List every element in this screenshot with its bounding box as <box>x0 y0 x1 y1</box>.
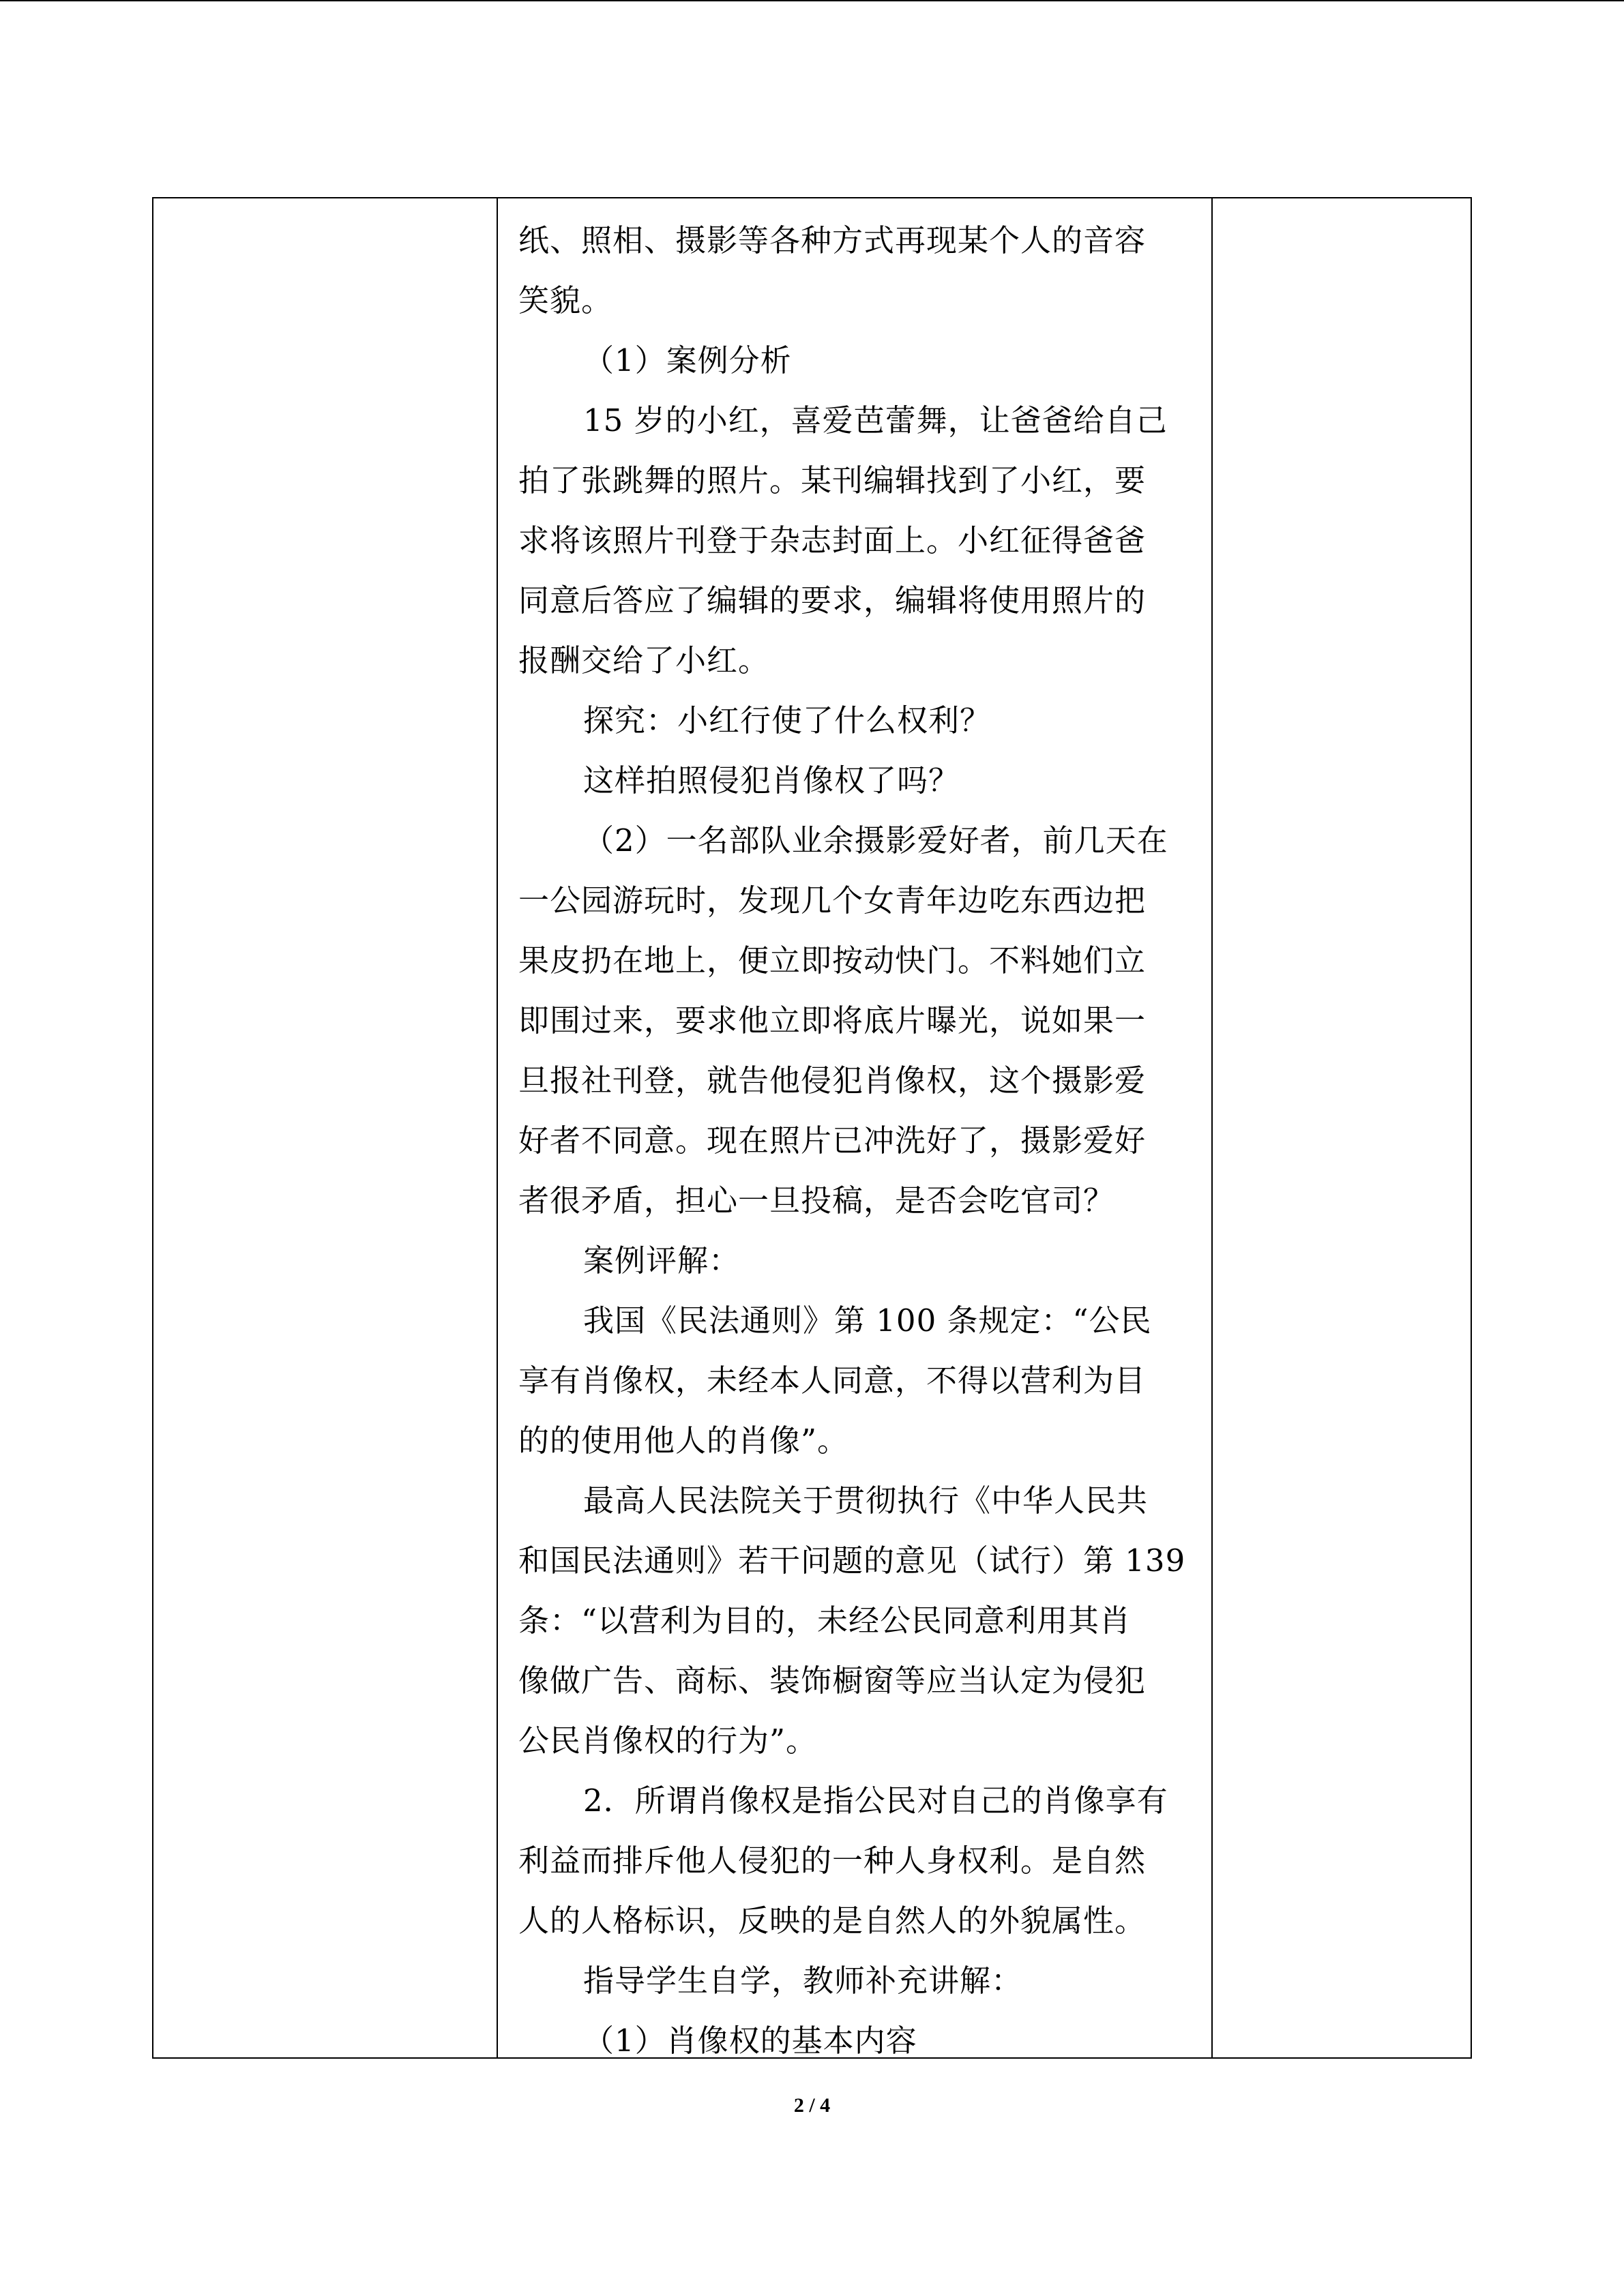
table-cell-content <box>498 198 1213 2057</box>
section-heading: （1）案例分析 <box>583 342 792 378</box>
text-line: 利益而排斥他人侵犯的一种人身权利。是自然 <box>518 1843 1147 1879</box>
text-line: 我国《民法通则》第 100 条规定：“公民 <box>583 1302 1152 1339</box>
text-line: 人的人格标识，反映的是自然人的外貌属性。 <box>518 1903 1147 1939</box>
text-line: 纸、照相、摄影等各种方式再现某个人的音容 <box>518 222 1147 258</box>
section-heading: 案例评解： <box>583 1242 741 1279</box>
text-line: （2）一名部队业余摄影爱好者，前几天在 <box>583 822 1168 859</box>
text-line: 旦报社刊登，就告他侵犯肖像权，这个摄影爱 <box>518 1062 1147 1099</box>
table-cell-right <box>1213 198 1471 2057</box>
text-line: 笑貌。 <box>518 282 613 318</box>
text-line: 好者不同意。现在照片已冲洗好了，摄影爱好 <box>518 1122 1147 1159</box>
question-line: 探究：小红行使了什么权利？ <box>583 702 992 739</box>
text-line: 和国民法通则》若干问题的意见（试行）第 139 <box>518 1542 1186 1579</box>
question-line: 这样拍照侵犯肖像权了吗？ <box>583 762 960 799</box>
text-line: 的的使用他人的肖像”。 <box>518 1422 849 1459</box>
text-line: 者很矛盾，担心一旦投稿，是否会吃官司？ <box>518 1182 1115 1219</box>
lesson-table <box>152 197 1472 2059</box>
text-line: 像做广告、商标、装饰橱窗等应当认定为侵犯 <box>518 1663 1147 1699</box>
text-line: 果皮扔在地上，便立即按动快门。不料她们立 <box>518 942 1147 979</box>
text-line: 享有肖像权，未经本人同意，不得以营利为目 <box>518 1362 1147 1399</box>
text-line: 即围过来，要求他立即将底片曝光，说如果一 <box>518 1002 1147 1039</box>
text-line: 公民肖像权的行为”。 <box>518 1723 818 1759</box>
text-line: 同意后答应了编辑的要求，编辑将使用照片的 <box>518 582 1147 618</box>
text-line: 一公园游玩时，发现几个女青年边吃东西边把 <box>518 882 1147 919</box>
text-line: 15 岁的小红，喜爱芭蕾舞，让爸爸给自己 <box>583 402 1168 438</box>
table-cell-left <box>153 198 498 2057</box>
text-line: 2．所谓肖像权是指公民对自己的肖像享有 <box>583 1783 1168 1819</box>
text-line: 求将该照片刊登于杂志封面上。小红征得爸爸 <box>518 522 1147 558</box>
top-border-rule <box>0 0 1624 1</box>
text-line: 报酬交给了小红。 <box>518 642 770 679</box>
text-line: 最高人民法院关于贯彻执行《中华人民共 <box>583 1482 1149 1519</box>
section-heading: （1）肖像权的基本内容 <box>583 2023 917 2057</box>
text-line: 拍了张跳舞的照片。某刊编辑找到了小红，要 <box>518 462 1147 498</box>
page-number: 2 / 4 <box>793 2094 831 2117</box>
text-line: 指导学生自学，教师补充讲解： <box>583 1963 1023 1999</box>
text-line: 条：“以营利为目的，未经公民同意利用其肖 <box>518 1602 1132 1639</box>
